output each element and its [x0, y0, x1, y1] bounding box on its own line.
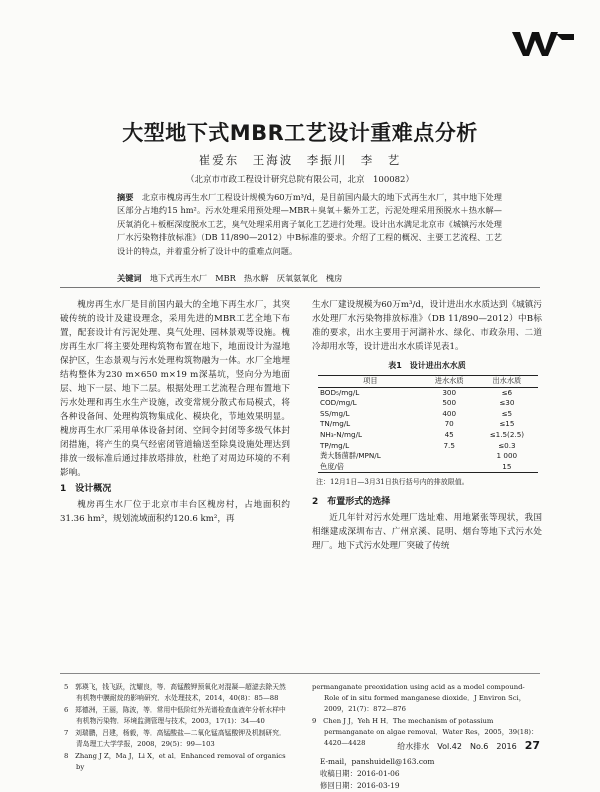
table-cell: ≤0.3: [498, 440, 516, 450]
table-header: 进水水质: [423, 376, 476, 388]
table-header: 项目: [318, 376, 423, 388]
paper-title: 大型地下式MBR工艺设计重难点分析: [122, 121, 478, 145]
table-row: [318, 387, 538, 398]
table-row: [318, 419, 538, 430]
table-caption: 表1 设计进出水水质: [388, 361, 466, 370]
section-heading-1: 1 设计概况: [60, 484, 112, 494]
section-2-paragraph: 近几年针对污水处理厂选址难、用地紧张等现状，我国相继建成深圳布吉、广州京溪、昆明、烟台等地下式污水处理厂。地下式污水处理厂突破了传统: [312, 513, 542, 552]
references-left: [64, 682, 290, 774]
abstract-label: 摘要: [117, 192, 134, 202]
intro-paragraph: 槐房再生水厂是目前国内最大的全地下再生水厂，其突破传统的设计及建设理念，采用先进的MBR工艺全地下布置，配套设计有污泥处理、臭气处理、园林景观等设施。槐房再生水厂将主要处理构筑物布置在地下，地面设计为湿地保护区，生态景观与污水处理构筑物融为一体。水厂全地埋结构整体为230 m×650 m×19 m深基坑，竖向分为地面层、地下一层、地下二层。根据处理工艺流程合理布置地下污水处理和再生水生产设施，改变常规分散式布局模式，将各种设备间、处理构筑物集成化、模块化，节地效果明显。槐房再生水厂采用单体设备封闭、空间令封闭等多级气体封闭措施，将产生的臭气经密闭管道输送至除臭设施处理达到排放一级标准后通过排放塔排放，杜绝了对周边环境的不利影响。: [60, 300, 290, 478]
table-cell: TP/mg/L: [320, 440, 350, 450]
received-info: [312, 756, 540, 792]
table-cell: SS/mg/L: [320, 408, 350, 418]
divider: [60, 287, 540, 288]
keywords-text: 地下式再生水厂 MBR 热水解 厌氧氨氧化 槐房: [149, 273, 343, 283]
table-cell: 色度/倍: [318, 462, 423, 473]
table-cell: ≤5: [501, 408, 513, 418]
table-cell: 300: [442, 387, 457, 397]
right-column: [312, 298, 542, 553]
references-divider: [60, 673, 540, 674]
table-cell: 400: [442, 408, 457, 418]
reference-item: 5 郭瑛飞，钱飞跃，沈耀良，等．高锰酸钾预氧化对混凝—超滤去除天然有机物中膜耐烷的影响研究．水处理技术，2014，40(8)：85—88: [64, 683, 286, 702]
table-header: 出水水质: [476, 376, 538, 388]
table-cell: ≤6: [501, 387, 513, 397]
table-cell: 70: [444, 419, 454, 429]
table-row: [318, 441, 538, 452]
table-row: [318, 430, 538, 441]
section-heading-2: 2 布置形式的选择: [312, 497, 391, 508]
keywords-label: 关键词: [117, 273, 142, 283]
table-cell: TN/mg/L: [320, 419, 351, 429]
table-row: [318, 462, 538, 473]
affiliation: （北京市市政工程设计研究总院有限公司，北京 100082）: [186, 175, 414, 185]
journal-logo: [512, 28, 574, 58]
reference-item: permanganate preoxidation using acid as a model compound-Role of in situ formed manganese dioxide．J Environ Sci，2009，21(7)：872—876: [312, 683, 526, 713]
left-column: [60, 298, 290, 526]
right-paragraph-1: 生水厂建设规模为60万m³/d，设计进出水水质达到《城镇污水处理厂水污染物排放标准》（DB 11/890—2012）中B标准的要求，出水主要用于河湖补水、绿化、市政杂用、二道冷却用水等，设计进出水水质详见表1。: [312, 300, 542, 352]
table-cell: [423, 451, 476, 462]
abstract-text: 北京市槐房再生水厂工程设计规模为60万m³/d，是目前国内最大的地下式再生水厂，其中地下处理区部分占地约15 hm²。污水处理采用预处理—MBR＋臭氧＋紫外工艺，污泥处理采用预脱水＋热水解—厌氧消化＋板框深度脱水工艺，臭气处理采用离子氧化工艺进行处理。设计出水满足北京市《城镇污水处理厂水污染物排放标准》（DB 11/890—2012）中B标准的要求。介绍了工程的概况、主要工艺流程、工艺设计的特点，并着重分析了设计中的重难点问题。: [117, 192, 502, 256]
abstract: [117, 191, 502, 258]
journal-info: 给水排水 Vol.42 No.6 2016: [397, 742, 517, 751]
water-quality-table: [318, 375, 538, 473]
table-header-row: [318, 376, 538, 388]
table-cell: 45: [444, 429, 454, 439]
table-note: 注：12月1日—3月31日执行括号内的排放限值。: [316, 478, 469, 487]
references-right: [312, 682, 540, 792]
author-email[interactable]: E-mail，panshuidell@163.com: [320, 757, 435, 766]
table-row: [318, 398, 538, 409]
table-cell: ≤30: [499, 398, 515, 408]
reference-item: 7 刘瑞鹏，吕建，杨毅，等．高锰酸盐—二氧化锰高锰酸钾及机制研究．青岛理工大学学报，2008，29(5)：99—103: [64, 729, 286, 748]
table-cell: [423, 462, 476, 473]
section-1-paragraph: 槐房再生水厂位于北京市丰台区槐房村，占地面积约31.36 hm²，规划流域面积约120.6 km²，再: [60, 500, 290, 524]
page-number: 27: [524, 739, 540, 752]
table-cell: COD/mg/L: [320, 398, 357, 408]
table-cell: 15: [476, 462, 538, 473]
table-cell: 500: [442, 398, 457, 408]
table-row: [318, 409, 538, 420]
reference-item: 8 Zhang J Z，Ma J，Li X，et al．Enhanced removal of organics by: [64, 752, 286, 771]
reference-item: 6 郑德洲，王丽，陈波，等．常用中低阶红外光谱检查血液年分析水样中有机物污染物．环境监测管理与技术，2003，17(1)：34—40: [64, 706, 286, 725]
table-cell: BOD₅/mg/L: [320, 387, 360, 397]
received-date: 收稿日期：2016-01-06: [320, 769, 400, 778]
table-row: [318, 451, 538, 462]
table-cell: 7.5: [443, 440, 455, 450]
table-cell: 粪大肠菌群/MPN/L: [320, 451, 381, 461]
keywords: [117, 273, 502, 284]
authors: 崔爱东 王海波 李振川 李 艺: [198, 153, 402, 167]
reference-item: 9 Chen J J，Yeh H H．The mechanism of potassium permanganate on algae removal．Water Res，2005，39(18)：4420—4428: [312, 717, 538, 747]
table-cell: ≤1.5(2.5): [489, 429, 525, 439]
table-cell: ≤15: [499, 419, 515, 429]
table-cell: NH₃-N/mg/L: [320, 429, 363, 439]
table-cell: 1 000: [496, 451, 518, 461]
revised-date: 修回日期：2016-03-19: [320, 781, 400, 790]
page-footer: [300, 739, 540, 752]
